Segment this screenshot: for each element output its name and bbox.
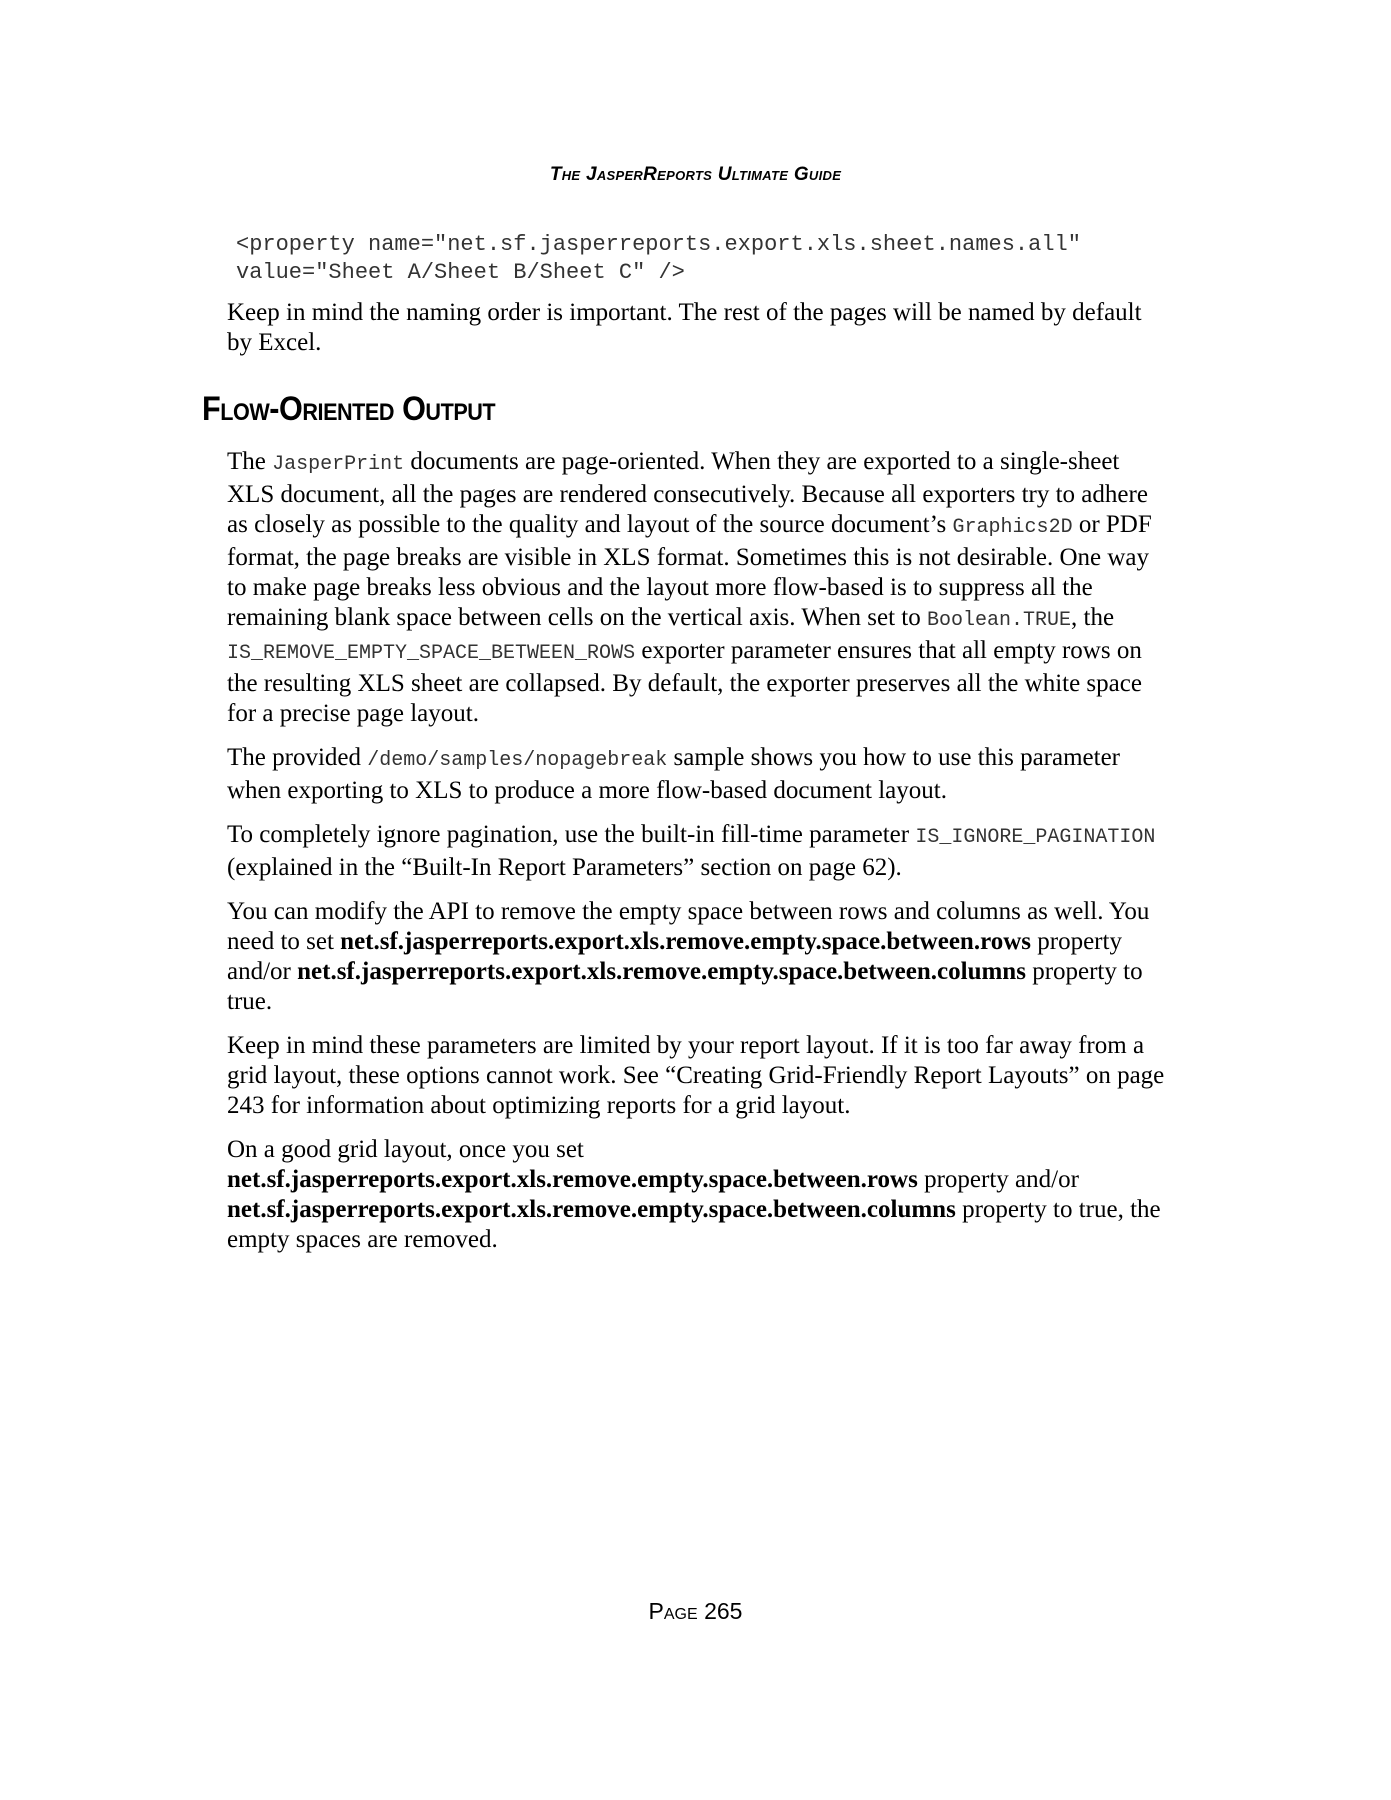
code-line-1: <property name="net.sf.jasperreports.export.xls.sheet.names.all": [236, 232, 1081, 257]
text: The: [227, 448, 273, 475]
text: property and/or: [917, 1166, 1079, 1193]
intro-paragraph: Keep in mind the naming order is important. The rest of the pages will be named by default by Excel.: [227, 299, 1142, 356]
page-footer: [0, 1598, 1391, 1625]
paragraph-sample: [227, 743, 1167, 806]
property-name: net.sf.jasperreports.export.xls.remove.empty.space.between.rows: [340, 928, 1032, 955]
section-body: [227, 447, 1167, 1269]
code-inline: JasperPrint: [272, 453, 405, 476]
code-inline: Graphics2D: [952, 516, 1073, 539]
text: documents are page-oriented. When they are exported to a single-sheet XLS document, all the pages are rendered consecutively. Because all exporters try to adhere as closely as possible to the quality and layout of the source document’s: [227, 448, 1148, 538]
code-block: [236, 231, 1081, 287]
property-name: net.sf.jasperreports.export.xls.remove.empty.space.between.columns: [297, 958, 1026, 985]
text: property to true.: [227, 958, 1143, 1015]
text: (explained in the “Built-In Report Parameters” section on page 62).: [227, 854, 902, 881]
text: You can modify the API to remove the empty space between rows and columns as well. You need to set: [227, 898, 1150, 955]
paragraph-grid-layout: [227, 1135, 1167, 1255]
code-line-2: value="Sheet A/Sheet B/Sheet C" />: [236, 260, 685, 285]
text: exporter parameter ensures that all empty rows on the resulting XLS sheet are collapsed. By default, the exporter preserves all the white space for a precise page layout.: [227, 637, 1142, 727]
running-header: The JasperReports Ultimate Guide: [549, 164, 842, 185]
text: To completely ignore pagination, use the built-in fill-time parameter: [227, 821, 916, 848]
paragraph-ignore-pagination: [227, 820, 1167, 883]
paragraph-api-properties: [227, 897, 1167, 1017]
section-heading: Flow-Oriented Output: [202, 390, 496, 428]
property-name: net.sf.jasperreports.export.xls.remove.empty.space.between.columns: [227, 1196, 956, 1223]
text: or PDF format, the page breaks are visible in XLS format. Sometimes this is not desirable. One way to make page breaks less obvious and the layout more flow-based is to suppress all the remaining blank space between cells on the vertical axis. When set to: [227, 511, 1152, 631]
text: , the: [1071, 604, 1115, 631]
code-inline: IS_IGNORE_PAGINATION: [915, 826, 1156, 849]
property-name: net.sf.jasperreports.export.xls.remove.empty.space.between.rows: [227, 1166, 918, 1193]
code-inline: Boolean.TRUE: [927, 609, 1072, 632]
text: property to true, the empty spaces are removed.: [227, 1196, 1161, 1253]
page-number: 265: [704, 1598, 743, 1624]
paragraph-page-oriented: [227, 447, 1167, 729]
text: The provided: [227, 744, 368, 771]
code-inline: /demo/samples/nopagebreak: [367, 749, 668, 772]
page-label: Page: [648, 1598, 698, 1624]
code-inline: IS_REMOVE_EMPTY_SPACE_BETWEEN_ROWS: [227, 642, 636, 665]
text: sample shows you how to use this parameter when exporting to XLS to produce a more flow-based document layout.: [227, 744, 1120, 804]
text: On a good grid layout, once you set: [227, 1136, 584, 1163]
paragraph-grid-limits: Keep in mind these parameters are limited by your report layout. If it is too far away from a grid layout, these options cannot work. See “Creating Grid-Friendly Report Layouts” on page 243 for information about optimizing reports for a grid layout.: [227, 1032, 1165, 1119]
text: property and/or: [227, 928, 1122, 985]
